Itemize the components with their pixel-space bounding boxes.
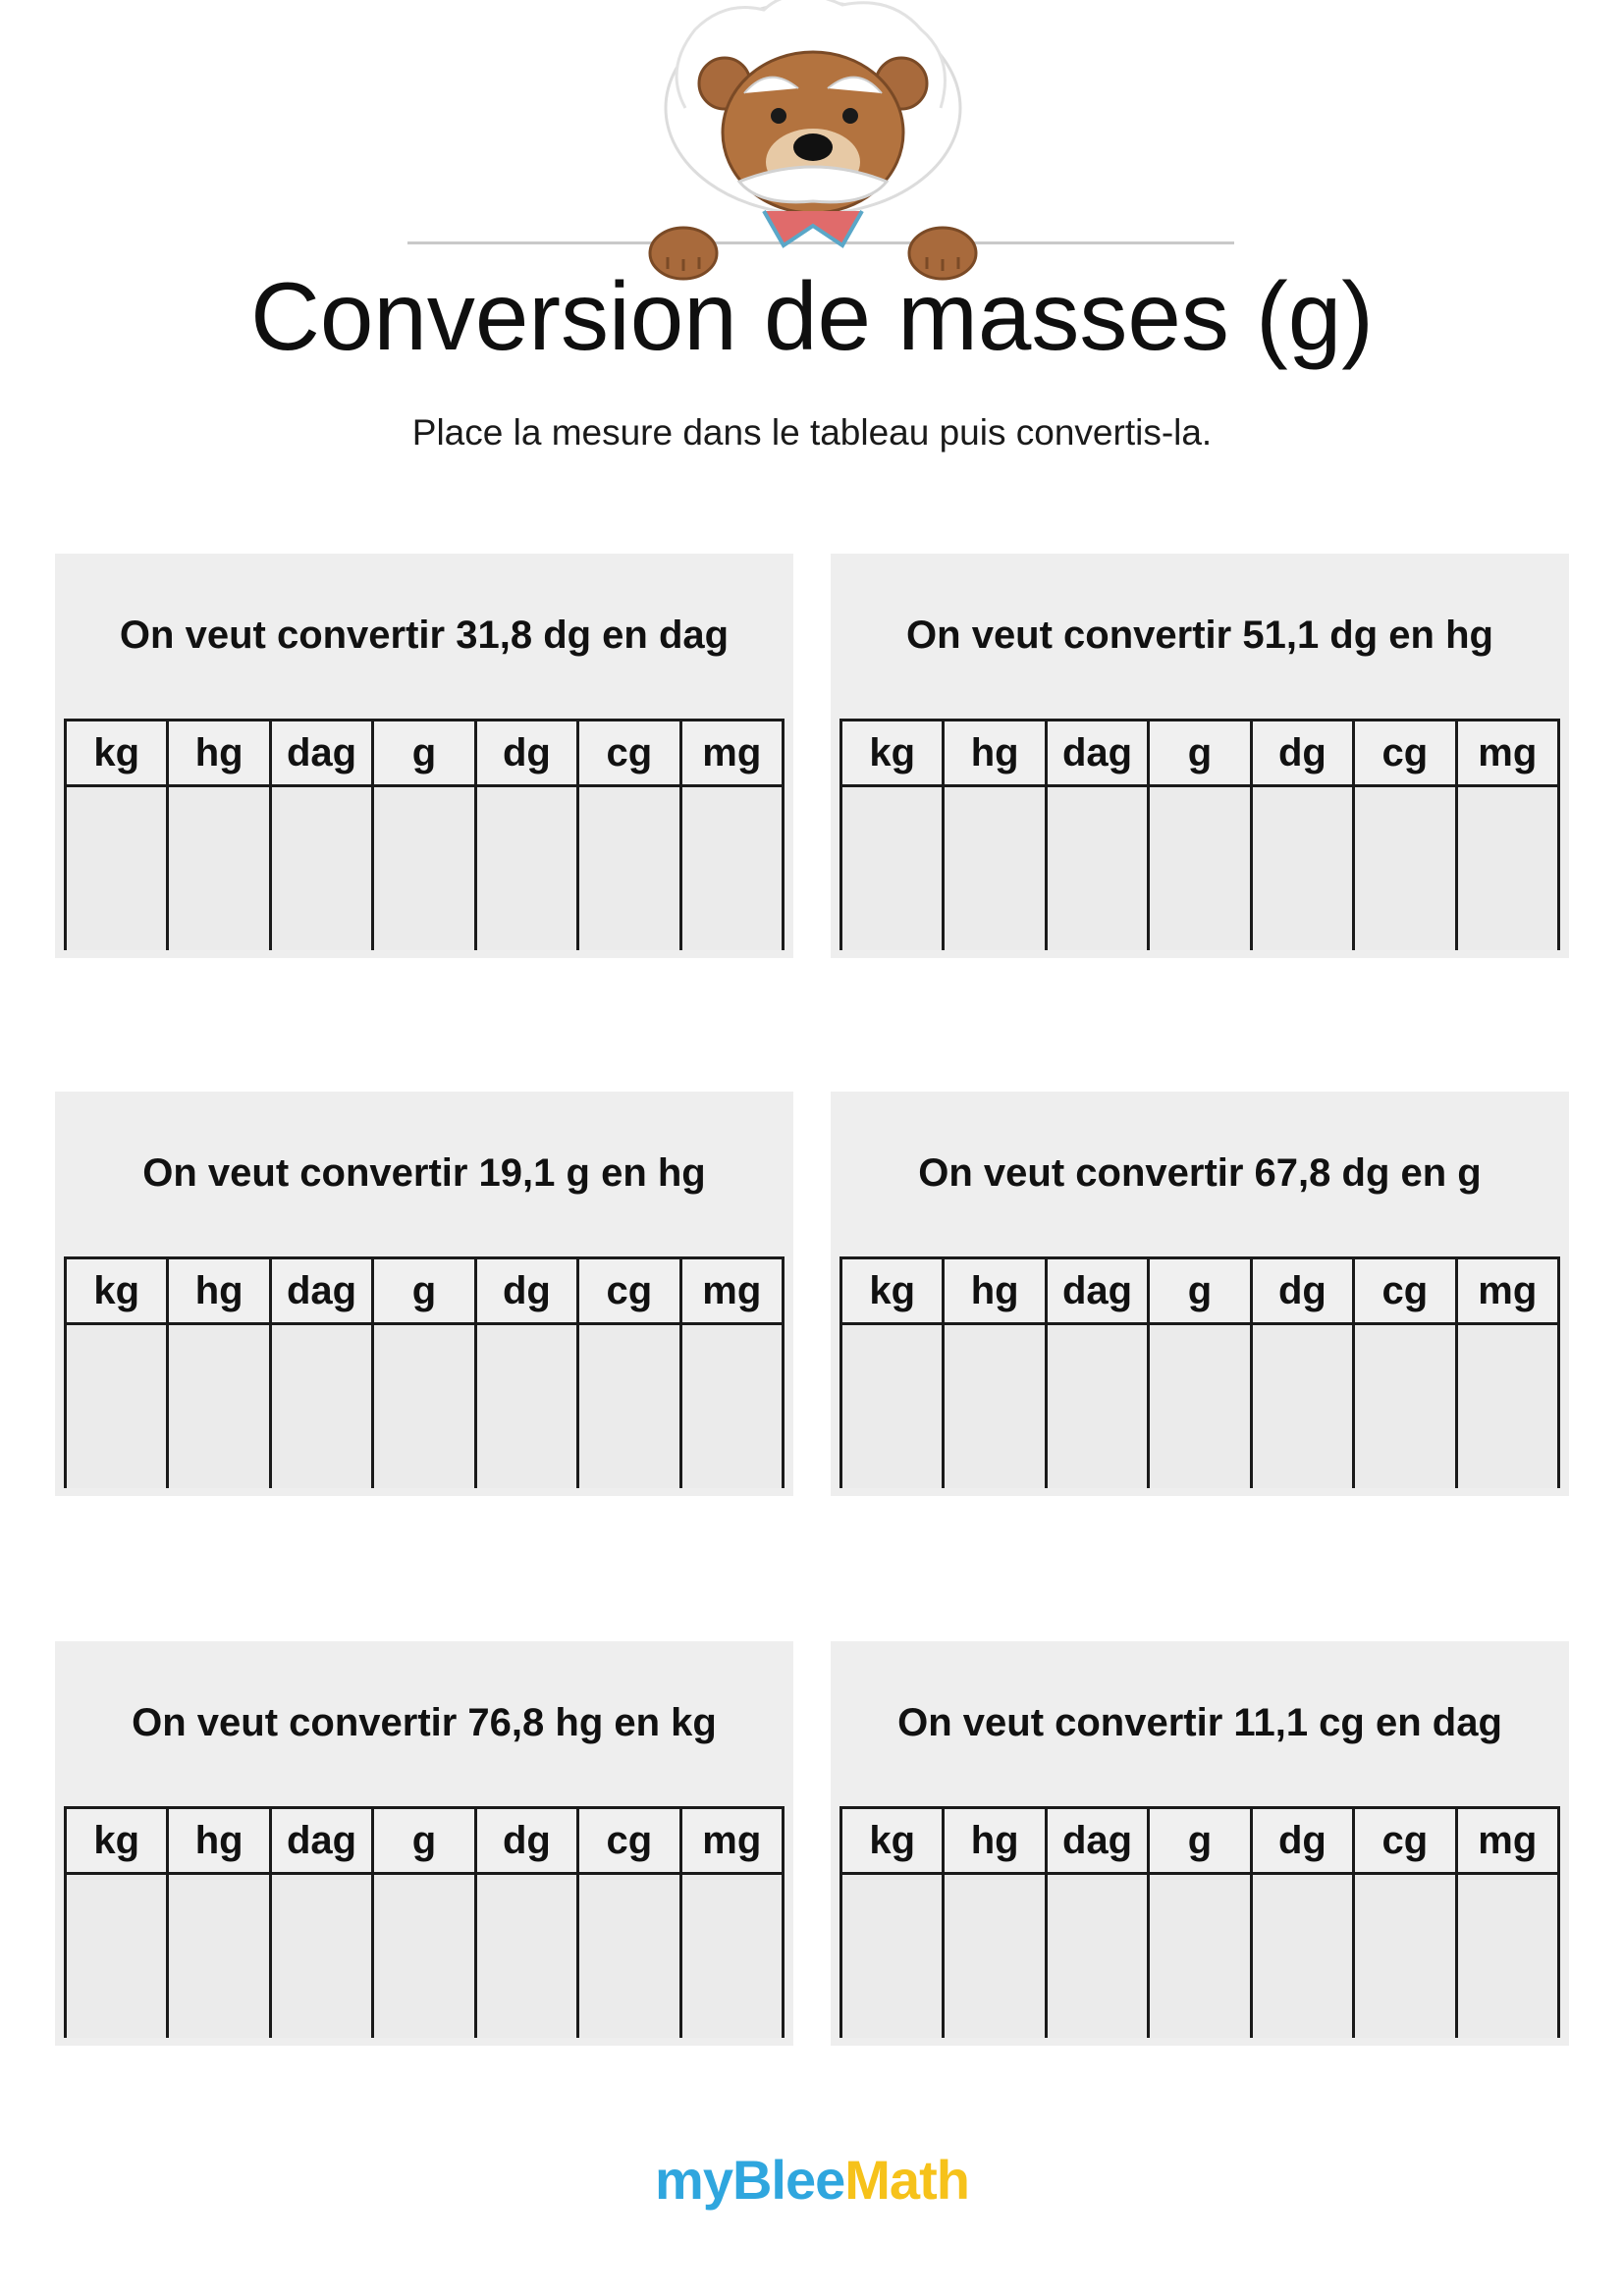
unit-header: mg	[680, 1258, 783, 1324]
answer-cell[interactable]	[373, 1324, 475, 1489]
unit-header: cg	[578, 721, 680, 786]
unit-header: dag	[270, 1808, 372, 1874]
exercise-card	[831, 1092, 1569, 1496]
unit-header: g	[1149, 721, 1251, 786]
unit-conversion-table	[64, 1256, 785, 1488]
unit-header: cg	[1354, 1808, 1456, 1874]
exercise-card	[831, 1641, 1569, 2046]
unit-conversion-table	[839, 1256, 1560, 1488]
answer-cell[interactable]	[168, 786, 270, 951]
unit-header: kg	[66, 721, 168, 786]
answer-cell[interactable]	[1046, 1874, 1148, 2039]
answer-cell[interactable]	[944, 1874, 1046, 2039]
exercise-question: On veut convertir 67,8 dg en g	[918, 1151, 1482, 1195]
unit-header: g	[373, 721, 475, 786]
answer-cell[interactable]	[680, 786, 783, 951]
answer-cell[interactable]	[944, 786, 1046, 951]
unit-header: dag	[270, 721, 372, 786]
unit-header: hg	[168, 721, 270, 786]
exercise-card	[55, 1092, 793, 1496]
answer-cell[interactable]	[168, 1324, 270, 1489]
answer-cell[interactable]	[373, 1874, 475, 2039]
answer-cell[interactable]	[578, 1874, 680, 2039]
unit-header: dag	[1046, 721, 1148, 786]
answer-cell[interactable]	[270, 1324, 372, 1489]
unit-conversion-table	[839, 719, 1560, 950]
answer-cell[interactable]	[475, 1874, 577, 2039]
unit-header: g	[373, 1808, 475, 1874]
answer-cell[interactable]	[841, 1324, 944, 1489]
unit-header: dag	[1046, 1258, 1148, 1324]
answer-cell[interactable]	[475, 1324, 577, 1489]
page-title: Conversion de masses (g)	[250, 262, 1374, 370]
unit-header: dg	[475, 721, 577, 786]
unit-header: cg	[1354, 721, 1456, 786]
unit-header: mg	[1456, 1258, 1558, 1324]
answer-cell[interactable]	[841, 1874, 944, 2039]
unit-header: hg	[944, 721, 1046, 786]
exercise-question: On veut convertir 76,8 hg en kg	[132, 1701, 717, 1744]
answer-cell[interactable]	[66, 1324, 168, 1489]
answer-cell[interactable]	[680, 1324, 783, 1489]
answer-cell[interactable]	[578, 786, 680, 951]
unit-header: mg	[1456, 1808, 1558, 1874]
unit-header: dg	[475, 1258, 577, 1324]
unit-header: cg	[578, 1808, 680, 1874]
answer-cell[interactable]	[841, 786, 944, 951]
unit-header: cg	[578, 1258, 680, 1324]
exercise-card	[831, 554, 1569, 958]
answer-cell[interactable]	[373, 786, 475, 951]
exercise-question: On veut convertir 19,1 g en hg	[142, 1151, 706, 1195]
unit-header: mg	[680, 721, 783, 786]
unit-header: hg	[168, 1808, 270, 1874]
unit-header: g	[373, 1258, 475, 1324]
answer-cell[interactable]	[1046, 1324, 1148, 1489]
unit-header: dg	[1251, 1258, 1353, 1324]
unit-header: kg	[841, 721, 944, 786]
unit-header: dg	[1251, 721, 1353, 786]
answer-cell[interactable]	[1149, 786, 1251, 951]
logo-part-math: Math	[844, 2149, 969, 2211]
answer-cell[interactable]	[168, 1874, 270, 2039]
unit-conversion-table	[64, 1806, 785, 2038]
unit-header: mg	[1456, 721, 1558, 786]
unit-header: hg	[944, 1258, 1046, 1324]
myblee-math-logo	[0, 2146, 1624, 2215]
answer-cell[interactable]	[1456, 1874, 1558, 2039]
answer-cell[interactable]	[1251, 1874, 1353, 2039]
exercise-card	[55, 554, 793, 958]
answer-cell[interactable]	[66, 1874, 168, 2039]
unit-header: cg	[1354, 1258, 1456, 1324]
answer-cell[interactable]	[270, 1874, 372, 2039]
answer-cell[interactable]	[578, 1324, 680, 1489]
bear-professor-icon	[617, 0, 1009, 285]
exercise-card	[55, 1641, 793, 2046]
unit-header: hg	[168, 1258, 270, 1324]
unit-header: hg	[944, 1808, 1046, 1874]
unit-header: g	[1149, 1258, 1251, 1324]
exercise-question: On veut convertir 51,1 dg en hg	[906, 614, 1493, 657]
answer-cell[interactable]	[1149, 1874, 1251, 2039]
answer-cell[interactable]	[1251, 786, 1353, 951]
answer-cell[interactable]	[1456, 1324, 1558, 1489]
unit-header: mg	[680, 1808, 783, 1874]
unit-header: dg	[1251, 1808, 1353, 1874]
unit-header: kg	[66, 1258, 168, 1324]
answer-cell[interactable]	[1149, 1324, 1251, 1489]
unit-conversion-table	[839, 1806, 1560, 2038]
unit-header: dag	[270, 1258, 372, 1324]
exercise-question: On veut convertir 31,8 dg en dag	[119, 614, 730, 657]
unit-header: kg	[66, 1808, 168, 1874]
answer-cell[interactable]	[944, 1324, 1046, 1489]
answer-cell[interactable]	[66, 786, 168, 951]
header	[0, 0, 1624, 471]
logo-part-myblee: myBlee	[655, 2149, 845, 2211]
unit-header: kg	[841, 1258, 944, 1324]
unit-header: dag	[1046, 1808, 1148, 1874]
answer-cell[interactable]	[1354, 1874, 1456, 2039]
exercise-question: On veut convertir 11,1 cg en dag	[897, 1701, 1502, 1744]
answer-cell[interactable]	[1456, 786, 1558, 951]
answer-cell[interactable]	[680, 1874, 783, 2039]
unit-header: dg	[475, 1808, 577, 1874]
answer-cell[interactable]	[1354, 1324, 1456, 1489]
unit-header: g	[1149, 1808, 1251, 1874]
answer-cell[interactable]	[1354, 786, 1456, 951]
unit-header: kg	[841, 1808, 944, 1874]
unit-conversion-table	[64, 719, 785, 950]
answer-cell[interactable]	[1251, 1324, 1353, 1489]
page-subtitle: Place la mesure dans le tableau puis convertis-la.	[411, 412, 1213, 453]
answer-cell[interactable]	[270, 786, 372, 951]
answer-cell[interactable]	[1046, 786, 1148, 951]
answer-cell[interactable]	[475, 786, 577, 951]
